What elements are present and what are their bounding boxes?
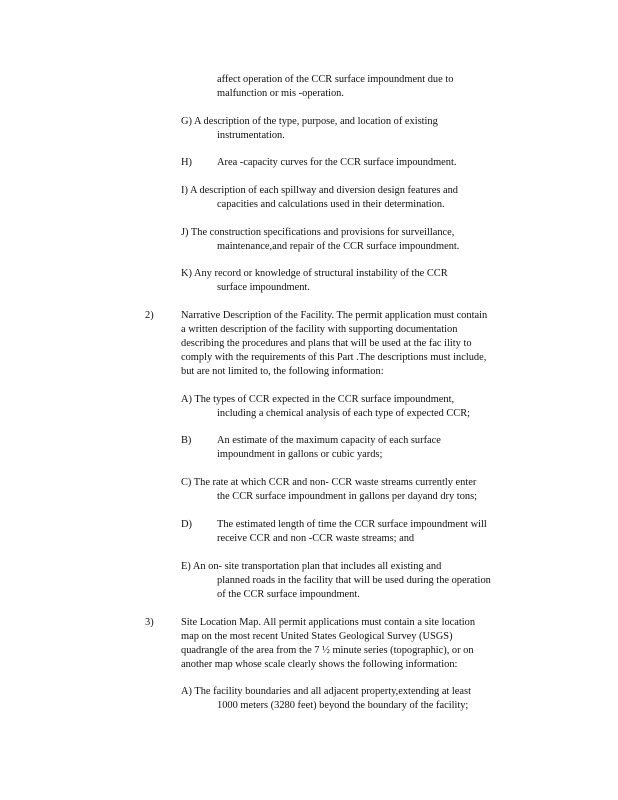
text-line: E) An on- site transportation plan that includes all existing and [181, 561, 442, 572]
text-line: of the CCR surface impoundment. [217, 589, 360, 600]
text-line: receive CCR and non -CCR waste streams; and [217, 533, 415, 544]
subitem-b [181, 434, 191, 448]
subitem-label: B) [181, 435, 192, 446]
text-line: comply with the requirements of this Part .The descriptions must include, [181, 352, 487, 363]
text-line: maintenance,and repair of the CCR surface impoundment. [217, 241, 460, 252]
text-line: K) Any record or knowledge of structural instability of the CCR [181, 268, 448, 279]
subitem-a [181, 393, 470, 421]
text-line: map on the most recent United States Geological Survey (USGS) [181, 631, 453, 642]
text-line: including a chemical analysis of each type of expected CCR; [217, 408, 471, 419]
text-line: a written description of the facility with supporting documentation [181, 324, 458, 335]
text-line: A) The types of CCR expected in the CCR surface impoundment, [181, 394, 455, 405]
subitem-a [181, 685, 471, 713]
subitem-g [181, 115, 438, 143]
text-line: but are not limited to, the following information: [181, 366, 384, 377]
text-line: capacities and calculations used in their determination. [217, 199, 445, 210]
text-line: J) The construction specifications and provisions for surveillance, [181, 227, 455, 238]
text-line: A) The facility boundaries and all adjacent property,extending at least [181, 686, 471, 697]
text-line: An estimate of the maximum capacity of each surface [217, 435, 441, 446]
text-line: Narrative Description of the Facility. The permit application must contain [181, 310, 488, 321]
subitem-b-text [217, 434, 441, 462]
text-line: describing the procedures and plans that will be used at the fac ility to [181, 338, 472, 349]
item2-paragraph [181, 309, 487, 379]
text-line: impoundment in gallons or cubic yards; [217, 449, 383, 460]
text-line: The estimated length of time the CCR surface impoundment will [217, 519, 487, 530]
text-line: Site Location Map. All permit applications must contain a site location [181, 617, 476, 628]
text-line: quadrangle of the area from the 7 ½ minute series (topographic), or on [181, 645, 474, 656]
text-line: Area -capacity curves for the CCR surface impoundment. [217, 157, 457, 168]
text-line: malfunction or mis -operation. [217, 88, 344, 99]
continuation-paragraph [217, 73, 453, 101]
item-number: 2) [145, 310, 154, 321]
subitem-d [181, 518, 192, 532]
text-line: affect operation of the CCR surface impoundment due to [217, 74, 454, 85]
text-line: I) A description of each spillway and diversion design features and [181, 185, 459, 196]
subitem-c [181, 476, 477, 504]
text-line: surface impoundment. [217, 282, 310, 293]
subitem-k [181, 267, 448, 295]
text-line: 1000 meters (3280 feet) beyond the boundary of the facility; [217, 700, 469, 711]
text-line: another map whose scale clearly shows the following information: [181, 659, 458, 670]
item3-paragraph [181, 616, 475, 672]
subitem-h-text [217, 156, 456, 170]
item-number: 3) [145, 617, 154, 628]
text-line: instrumentation. [217, 130, 285, 141]
text-line: planned roads in the facility that will be used during the operation [217, 575, 491, 586]
text-line: the CCR surface impoundment in gallons per dayand dry tons; [217, 491, 478, 502]
subitem-i [181, 184, 458, 212]
subitem-e [181, 560, 491, 602]
subitem-j [181, 226, 459, 254]
text-line: C) The rate at which CCR and non- CCR waste streams currently enter [181, 477, 477, 488]
subitem-label: D) [181, 519, 192, 530]
text-line: G) A description of the type, purpose, and location of existing [181, 116, 438, 127]
subitem-d-text [217, 518, 487, 546]
subitem-h [181, 156, 192, 170]
subitem-label: H) [181, 157, 192, 168]
